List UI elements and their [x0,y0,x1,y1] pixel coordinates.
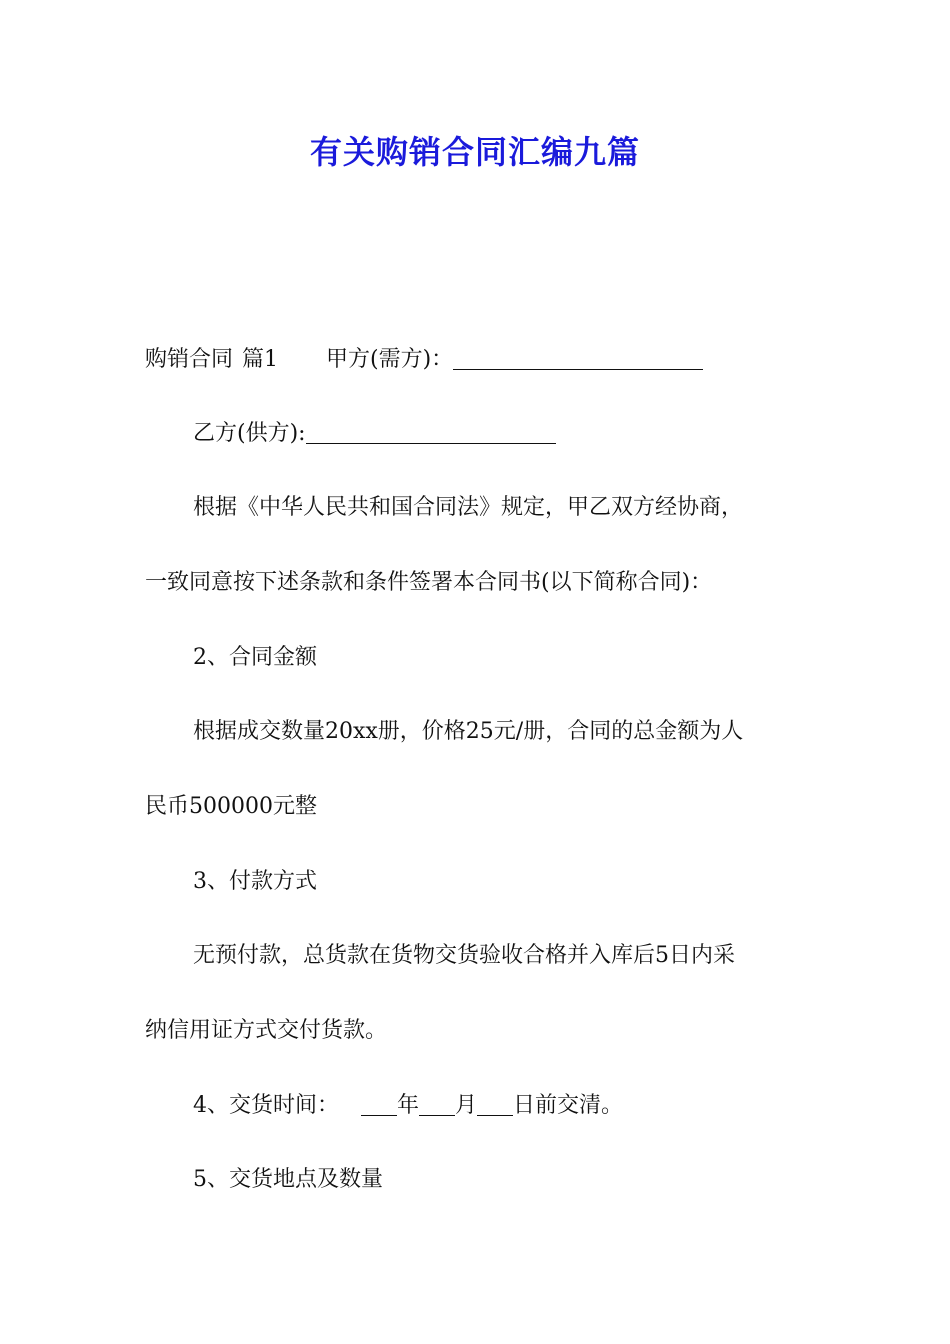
contract-label: 购销合同 [145,347,234,372]
para1-line2: 一致同意按下述条款和条件签署本合同书(以下简称合同)： [145,570,713,595]
party-b-line [193,417,556,451]
year-blank [361,1093,397,1116]
section-label: 篇1 [242,347,279,372]
day-suffix: 日前交清。 [513,1093,624,1118]
party-a-label: 甲方(需方)： [326,347,454,372]
day-blank [477,1093,513,1116]
party-a-blank [453,347,703,370]
item2-line1: 根据成交数量20xx册，价格25元/册，合同的总金额为人 [193,719,744,744]
item5-heading: 5、交货地点及数量 [193,1167,383,1192]
item3-line2: 纳信用证方式交付货款。 [145,1018,388,1043]
party-b-blank [306,421,556,444]
year-label: 年 [397,1093,420,1118]
item4-line [193,1089,623,1123]
item3-line1: 无预付款，总货款在货物交货验收合格并入库后5日内采 [193,943,735,968]
header-line [145,343,703,377]
month-blank [419,1093,455,1116]
item3-heading: 3、付款方式 [193,869,317,894]
month-label: 月 [455,1093,478,1118]
item2-heading: 2、合同金额 [193,645,317,670]
item4-label: 4、交货时间： [193,1093,339,1118]
document-title: 有关购销合同汇编九篇 [309,133,640,171]
para1-line1: 根据《中华人民共和国合同法》规定，甲乙双方经协商， [193,495,744,520]
party-b-label: 乙方(供方): [193,421,306,446]
item2-line2: 民币500000元整 [145,794,317,819]
